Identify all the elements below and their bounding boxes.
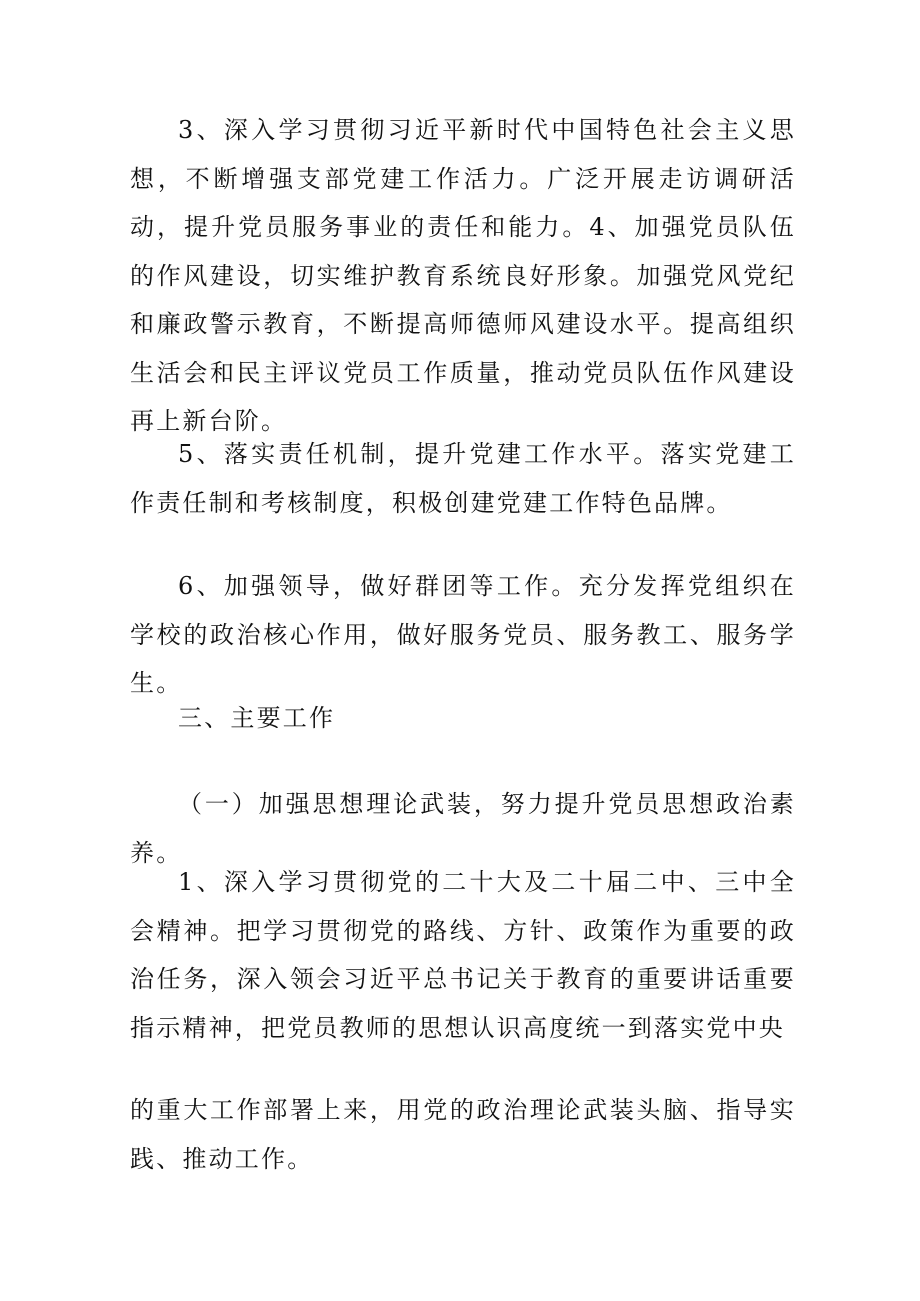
paragraph-continuation: 的重大工作部署上来，用党的政治理论武装头脑、指导实践、推动工作。 xyxy=(130,1096,796,1173)
subsection-heading-1: （一）加强思想理论武装，努力提升党员思想政治素养。 xyxy=(130,790,796,867)
paragraph-item-6: 6、加强领导，做好群团等工作。充分发挥党组织在学校的政治核心作用，做好服务党员、服务教工、服务学生。 xyxy=(130,572,796,697)
section-heading-main-work: 三、主要工作 xyxy=(178,704,336,732)
paragraph-item-5: 5、落实责任机制，提升党建工作水平。落实党建工作责任制和考核制度，积极创建党建工作特色品牌。 xyxy=(130,440,796,517)
paragraph-item-3-and-4: 3、深入学习贯彻习近平新时代中国特色社会主义思想，不断增强支部党建工作活力。广泛开展走访调研活动，提升党员服务事业的责任和能力。4、加强党员队伍的作风建设，切实维护教育系统良好形象。加强党风党纪和廉政警示教育，不断提高师德师风建设水平。提高组织生活会和民主评议党员工作质量，推动党员队伍作风建设再上新台阶。 xyxy=(130,116,796,435)
paragraph-item-1: 1、深入学习贯彻党的二十大及二十届二中、三中全会精神。把学习贯彻党的路线、方针、政策作为重要的政治任务，深入领会习近平总书记关于教育的重要讲话重要指示精神，把党员教师的思想认识高度统一到落实党中央 xyxy=(130,868,796,1042)
